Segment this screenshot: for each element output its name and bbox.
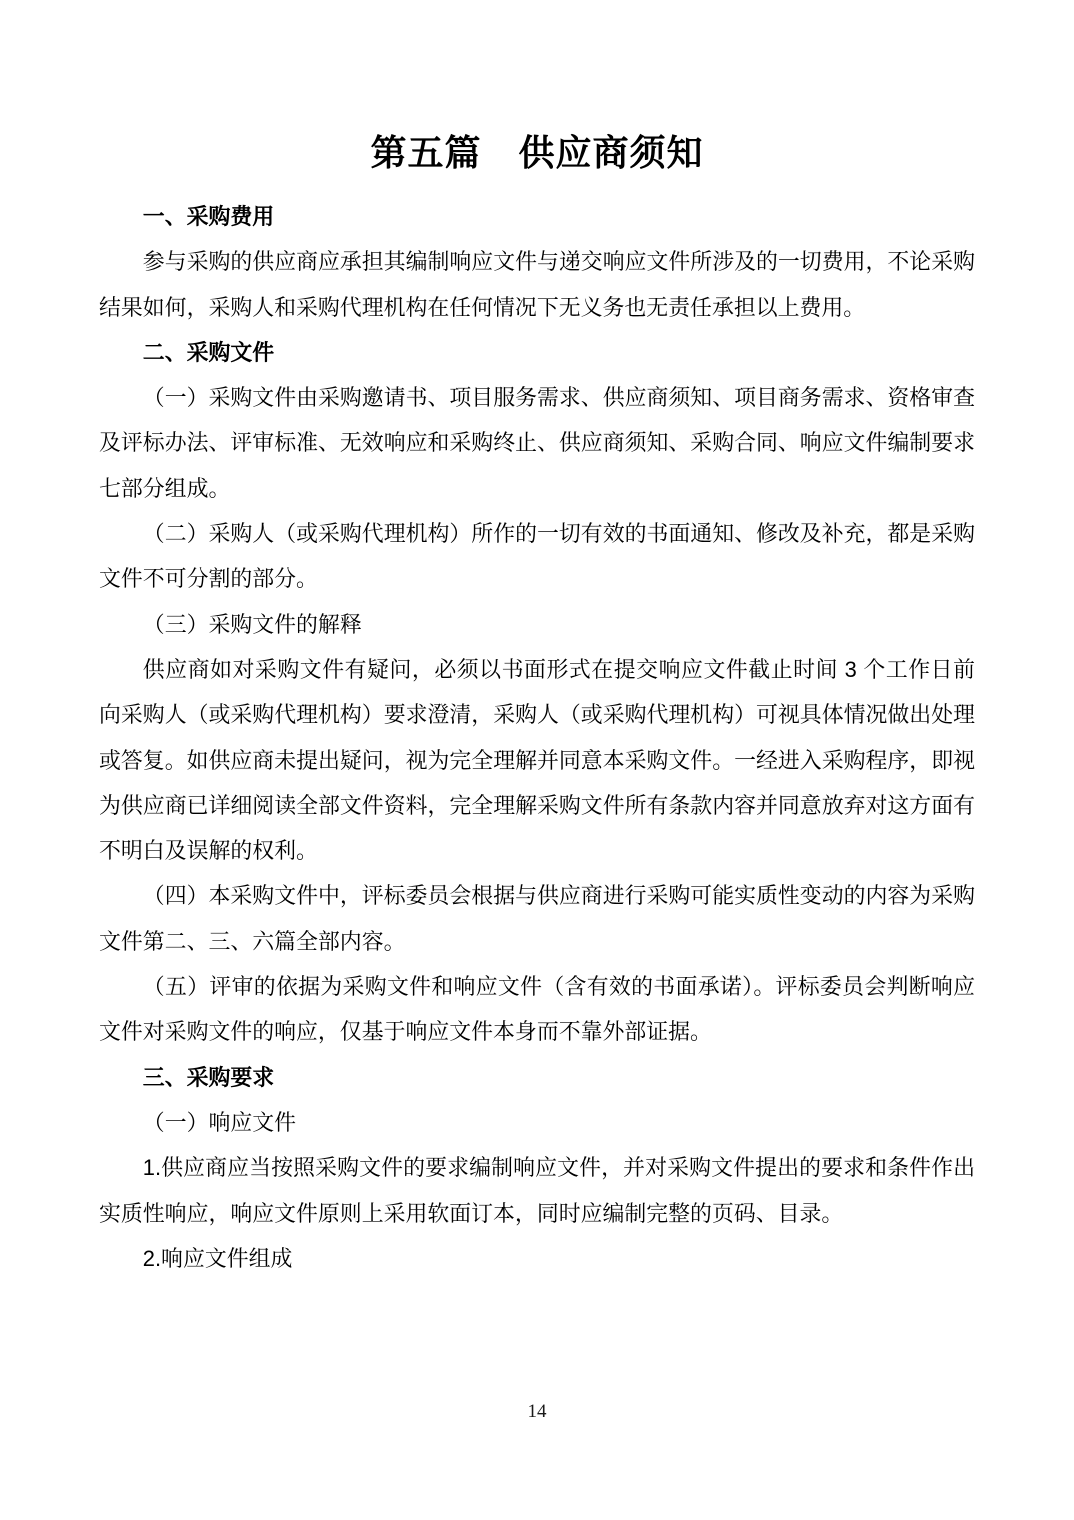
- section-heading-procurement-cost: 一、采购费用: [142, 204, 275, 229]
- paragraph-document-interpretation: 供应商如对采购文件有疑问，必须以书面形式在提交响应文件截止时间 3 个工作日前向采购人（或采购代理机构）要求澄清，采购人（或采购代理机构）可视具体情况做出处理或答复。如供应商未提出疑问，视为完全理解并同意本采购文件。一经进入采购程序，即视为供应商已详细阅读全部文件资料，完全理解采购文件所有条款内容并同意放弃对这方面有不明白及误解的权利。: [99, 656, 975, 864]
- section-heading-procurement-documents: 二、采购文件: [142, 339, 275, 365]
- paragraph-evaluation-basis: （五）评审的依据为采购文件和响应文件（含有效的书面承诺）。评标委员会判断响应文件对采购文件的响应，仅基于响应文件本身而不靠外部证据。: [99, 974, 975, 1045]
- paragraph-response-composition: 2.响应文件组成: [142, 1245, 293, 1271]
- paragraph-response-documents-subheading: （一）响应文件: [142, 1109, 297, 1135]
- paragraph-document-interpretation-subheading: （三）采购文件的解释: [142, 611, 362, 637]
- paragraph-document-notices: （二）采购人（或采购代理机构）所作的一切有效的书面通知、修改及补充，都是采购文件不可分割的部分。: [99, 521, 975, 592]
- section-heading-procurement-requirements: 三、采购要求: [142, 1064, 275, 1090]
- paragraph-substantive-change-scope: （四）本采购文件中，评标委员会根据与供应商进行采购可能实质性变动的内容为采购文件第二、三、六篇全部内容。: [99, 883, 975, 954]
- paragraph-procurement-cost: 参与采购的供应商应承担其编制响应文件与递交响应文件所涉及的一切费用，不论采购结果如何，采购人和采购代理机构在任何情况下无义务也无责任承担以上费用。: [99, 249, 975, 320]
- paragraph-response-preparation: 1.供应商应当按照采购文件的要求编制响应文件，并对采购文件提出的要求和条件作出实质性响应，响应文件原则上采用软面订本，同时应编制完整的页码、目录。: [99, 1155, 975, 1226]
- document-title: 第五篇 供应商须知: [370, 132, 704, 173]
- page-number: 14: [527, 1401, 547, 1422]
- paragraph-document-composition: （一）采购文件由采购邀请书、项目服务需求、供应商须知、项目商务需求、资格审查及评标办法、评审标准、无效响应和采购终止、供应商须知、采购合同、响应文件编制要求七部分组成。: [99, 385, 975, 501]
